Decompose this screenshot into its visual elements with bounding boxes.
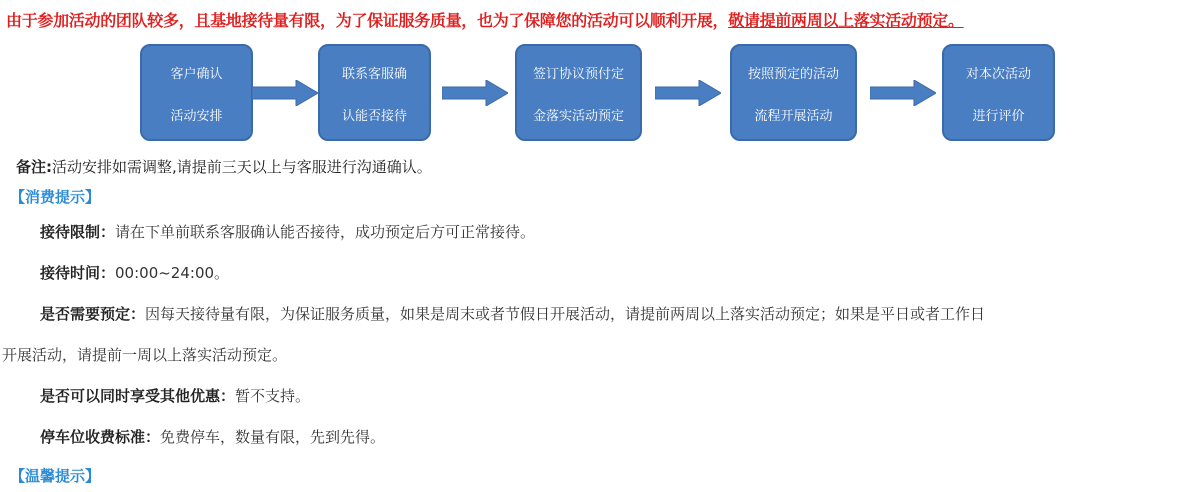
remark-text: 活动安排如需调整,请提前三天以上与客服进行沟通确认。	[52, 158, 432, 176]
flow-step-4-line2: 流程开展活动	[754, 109, 833, 124]
flow-step-2-line2: 认能否接待	[341, 109, 407, 124]
consumption-item-reception-limit	[40, 221, 535, 242]
flow-step-1-line1: 客户确认	[170, 67, 223, 82]
remark-label: 备注:	[16, 158, 52, 176]
item-label: 停车位收费标准：	[40, 428, 161, 446]
flow-arrow-icon	[655, 80, 721, 106]
item-label: 接待限制：	[40, 223, 116, 241]
flow-arrow-icon	[252, 80, 318, 106]
flow-step-1	[140, 44, 253, 141]
consumption-item-booking-required-cont: 开展活动，请提前一周以上落实活动预定。	[2, 346, 288, 364]
process-flow	[0, 0, 1200, 150]
remark	[16, 156, 432, 177]
consumption-item-parking	[40, 426, 385, 447]
item-text: 00:00~24:00。	[115, 264, 230, 282]
item-label: 是否需要预定：	[40, 305, 146, 323]
consumption-heading: 【消费提示】	[10, 188, 101, 206]
flow-step-3-line2: 金落实活动预定	[532, 109, 624, 124]
flow-step-1-line2: 活动安排	[170, 109, 223, 124]
notice-text: 由于参加活动的团队较多，且基地接待量有限，为了保证服务质量，也为了保障您的活动可以顺利开展，	[6, 11, 729, 30]
flow-step-2-line1: 联系客服确	[341, 67, 407, 82]
warm-tips-heading: 【温馨提示】	[10, 467, 101, 485]
flow-step-5	[942, 44, 1055, 141]
flow-step-4	[730, 44, 857, 141]
item-label: 是否可以同时享受其他优惠：	[40, 387, 236, 405]
item-label: 接待时间：	[40, 264, 116, 282]
flow-step-5-line2: 进行评价	[972, 109, 1025, 124]
flow-step-2	[318, 44, 431, 141]
flow-arrow-icon	[442, 80, 508, 106]
item-text: 暂不支持。	[235, 387, 311, 405]
consumption-item-other-discounts	[40, 385, 310, 406]
flow-step-3-line1: 签订协议预付定	[532, 67, 624, 82]
item-text: 免费停车，数量有限，先到先得。	[160, 428, 386, 446]
flow-step-3	[515, 44, 642, 141]
notice-emphasis: 敬请提前两周以上落实活动预定。	[728, 11, 964, 30]
item-text: 请在下单前联系客服确认能否接待，成功预定后方可正常接待。	[115, 223, 536, 241]
consumption-item-booking-required	[40, 303, 985, 324]
flow-arrow-icon	[870, 80, 936, 106]
flow-step-5-line1: 对本次活动	[965, 67, 1031, 82]
flow-step-4-line1: 按照预定的活动	[747, 67, 839, 82]
consumption-item-reception-hours	[40, 262, 229, 283]
item-text: 因每天接待量有限，为保证服务质量，如果是周末或者节假日开展活动，请提前两周以上落实活动预定；如果是平日或者工作日	[145, 305, 986, 323]
